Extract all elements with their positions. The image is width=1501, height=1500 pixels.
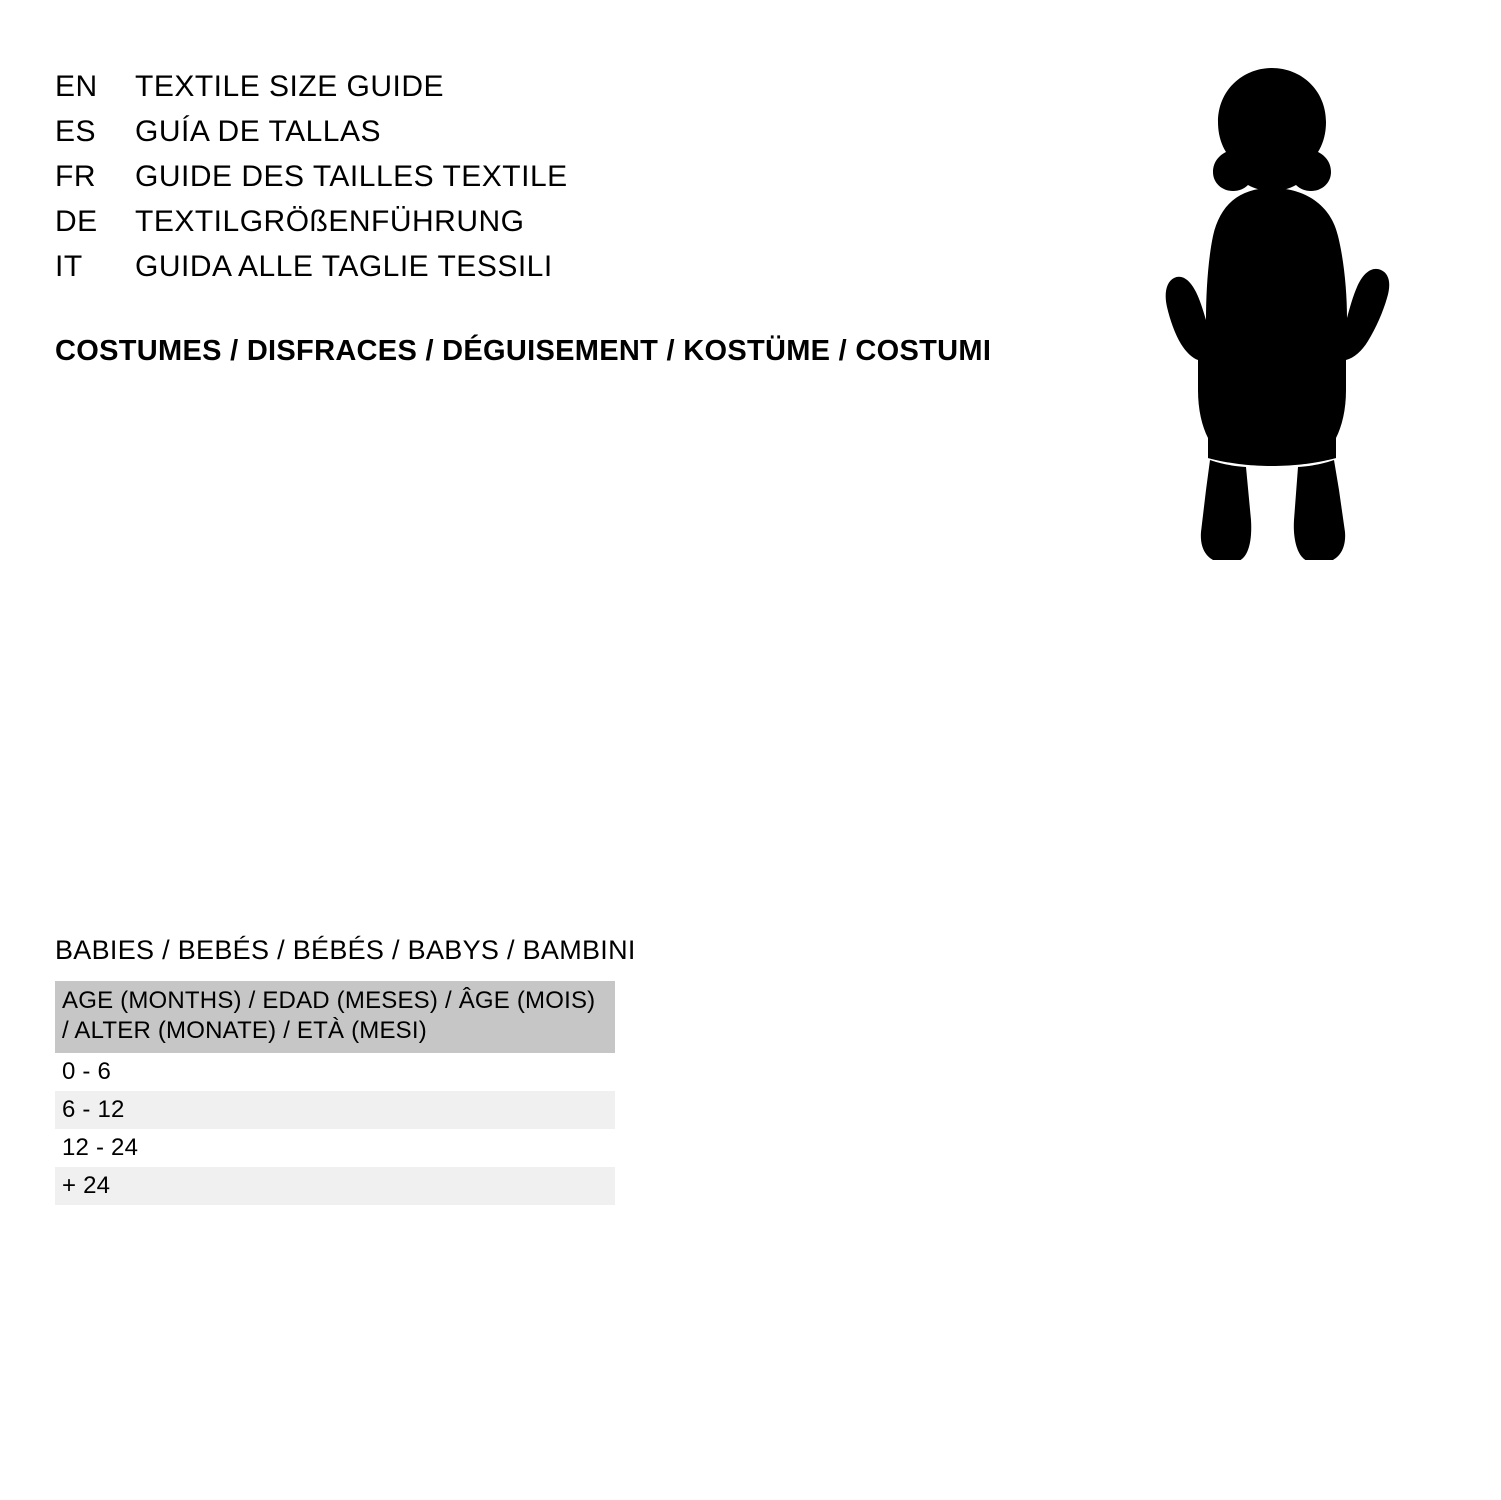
table-row [55, 1091, 615, 1129]
size-table-section [55, 935, 636, 1205]
language-text-en: TEXTILE SIZE GUIDE [135, 70, 445, 103]
language-text-de: TEXTILGRÖßENFÜHRUNG [135, 205, 525, 238]
baby-silhouette-icon [1100, 60, 1440, 560]
table-cell-age: + 24 [55, 1167, 615, 1205]
language-code-fr: FR [55, 160, 96, 193]
table-cell-age: 6 - 12 [55, 1091, 615, 1129]
language-row-fr [55, 160, 1055, 205]
language-code-it: IT [55, 250, 83, 283]
language-row-it [55, 250, 1055, 295]
table-cell-age: 12 - 24 [55, 1129, 615, 1167]
language-row-es [55, 115, 1055, 160]
categories-heading: COSTUMES / DISFRACES / DÉGUISEMENT / KOSTÜME / COSTUMI [55, 335, 992, 367]
language-row-en [55, 70, 1055, 115]
table-row [55, 1129, 615, 1167]
language-text-es: GUÍA DE TALLAS [135, 115, 381, 148]
language-text-it: GUIDA ALLE TAGLIE TESSILI [135, 250, 553, 283]
language-list [55, 70, 1055, 295]
language-code-es: ES [55, 115, 97, 148]
language-code-en: EN [55, 70, 98, 103]
table-row [55, 1167, 615, 1205]
language-code-de: DE [55, 205, 98, 238]
table-header-age: AGE (MONTHS) / EDAD (MESES) / ÂGE (MOIS) / ALTER (MONATE) / ETÀ (MESI) [55, 981, 615, 1053]
table-header-row [55, 981, 615, 1053]
table-cell-age: 0 - 6 [55, 1053, 615, 1091]
language-row-de [55, 205, 1055, 250]
size-table [55, 981, 615, 1205]
language-text-fr: GUIDE DES TAILLES TEXTILE [135, 160, 568, 193]
table-row [55, 1053, 615, 1091]
table-caption: BABIES / BEBÉS / BÉBÉS / BABYS / BAMBINI [55, 935, 636, 965]
